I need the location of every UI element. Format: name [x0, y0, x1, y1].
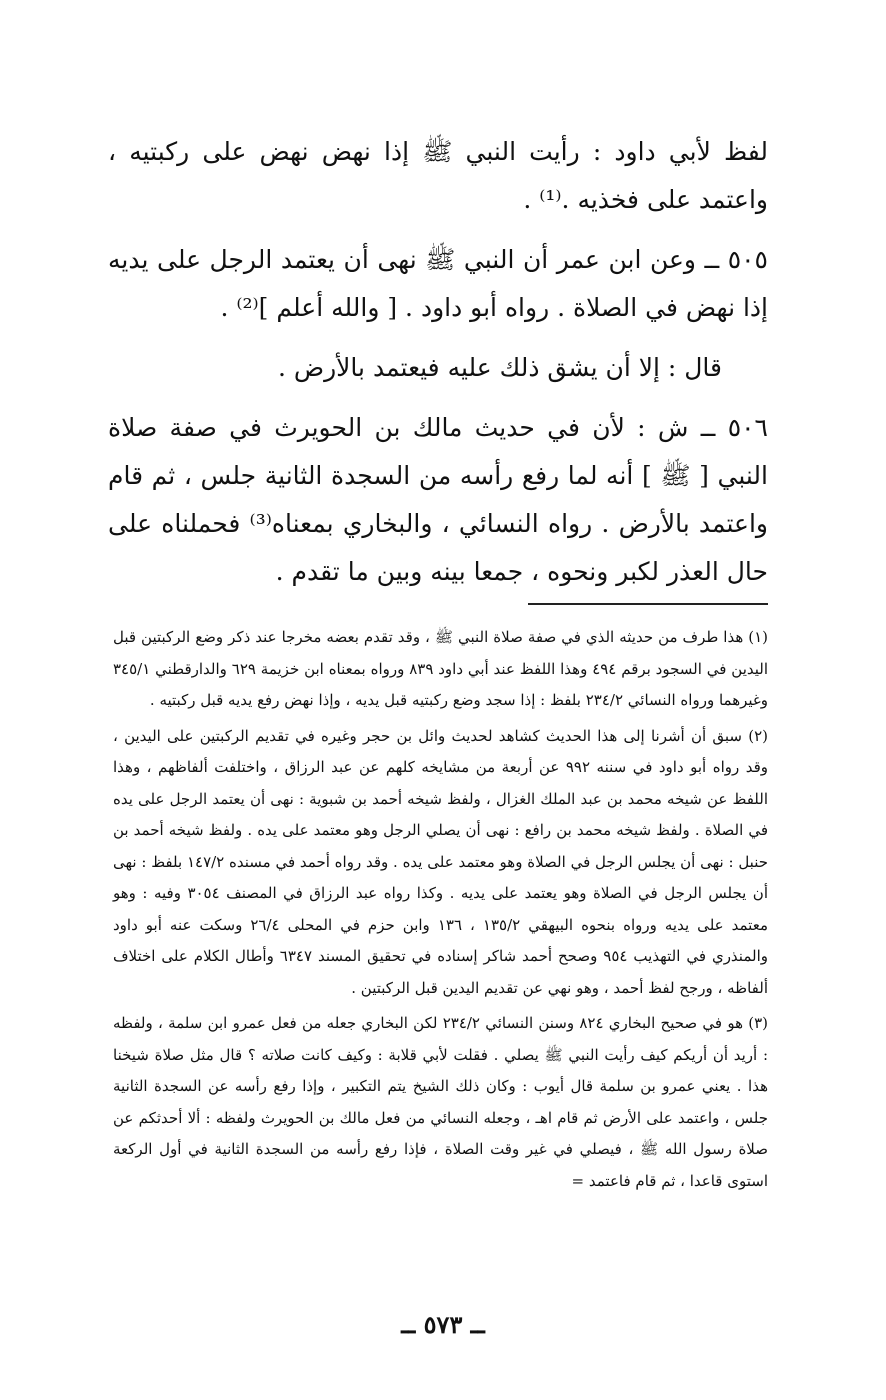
main-paragraph-1: لفظ لأبي داود : رأيت النبي ﷺ إذا نهض نهض على ركبتيه ، واعتمد على فخذيه .⁽¹⁾ . — [108, 137, 768, 214]
main-paragraph-506: ٥٠٦ ــ ش : لأن في حديث مالك بن الحويرث في صفة صلاة النبي [ ﷺ ] أنه لما رفع رأسه من السجدة الثانية جلس ، ثم قام واعتمد بالأرض . رواه النسائي ، والبخاري بمعناه⁽³⁾ فحملناه على حال العذر لكبر ونحوه ، جمعا بينه وبين ما تقدم . — [108, 413, 768, 586]
page-number: ــ ٥٧٣ ــ — [401, 1310, 485, 1339]
footnote-1: (١) هذا طرف من حديثه الذي في صفة صلاة النبي ﷺ ، وقد تقدم بعضه مخرجا عند ذكر وضع الركبتين قبل اليدين في السجود برقم ٤٩٤ وهذا اللفظ عند أبي داود ٨٣٩ ورواه بمعناه ابن خزيمة ٦٢٩ والدارقطني ٣٤٥/١ وغيرهما ورواه النسائي ٢٣٤/٢ بلفظ : إذا سجد وضع ركبتيه قبل يديه ، وإذا نهض رفع يديه قبل ركبتيه . — [113, 628, 769, 709]
main-text — [108, 128, 768, 608]
footnotes — [113, 622, 768, 1201]
main-paragraph-qal: قال : إلا أن يشق ذلك عليه فيعتمد بالأرض . — [277, 353, 722, 382]
footnote-separator — [528, 603, 768, 605]
main-paragraph-505: ٥٠٥ ــ وعن ابن عمر أن النبي ﷺ نهى أن يعتمد الرجل على يديه إذا نهض في الصلاة . رواه أبو داود . [ والله أعلم ]⁽²⁾ . — [108, 245, 768, 322]
footnote-2: (٢) سبق أن أشرنا إلى هذا الحديث كشاهد لحديث وائل بن حجر وغيره في تقديم الركبتين على اليدين ، وقد رواه أبو داود في سننه ٩٩٢ عن أربعة من مشايخه كلهم عن عبد الرزاق ، واختلفت ألفاظهم ، وهذا اللفظ عن شيخه محمد بن عبد الملك الغزال ، ولفظ شيخه أحمد بن شبوية : نهى أن يعتمد الرجل على يده في الصلاة . ولفظ شيخه محمد بن رافع : نهى أن يصلي الرجل وهو معتمد على يده . ولفظ شيخه أحمد بن حنبل : نهى أن يجلس الرجل في الصلاة وهو معتمد على يده . وقد رواه أحمد في مسنده ١٤٧/٢ بلفظ : نهى أن يجلس الرجل في الصلاة وهو يعتمد على يديه . وكذا رواه عبد الرزاق في المصنف ٣٠٥٤ وفيه : وهو معتمد على يديه ورواه بنحوه البيهقي ١٣٥/٢ ، ١٣٦ وابن حزم في المحلى ٢٦/٤ وسكت عنه أبو داود والمنذري في التهذيب ٩٥٤ وصحح أحمد شاكر إسناده في تحقيق المسند ٦٣٤٧ وأطال الكلام على اختلاف ألفاظه ، ورجح لفظ أحمد ، وهو نهي عن تقديم اليدين قبل الركبتين . — [113, 726, 769, 997]
footnote-3: (٣) هو في صحيح البخاري ٨٢٤ وسنن النسائي ٢٣٤/٢ لكن البخاري جعله من فعل عمرو ابن سلمة ، ولفظه : أريد أن أريكم كيف رأيت النبي ﷺ يصلي . فقلت لأبي قلابة : وكيف كانت صلاته ؟ قال مثل صلاة شيخنا هذا . يعني عمرو بن سلمة قال أيوب : وكان ذلك الشيخ يتم التكبير ، وإذا رفع رأسه عن السجدة الثانية جلس ، واعتمد على الأرض ثم قام اهـ ، وجعله النسائي من فعل مالك بن الحويرث ولفظه : ألا أحدثكم عن صلاة رسول الله ﷺ ، فيصلي في غير وقت الصلاة ، فإذا رفع رأسه من السجدة الثانية في أول الركعة استوى قاعدا ، ثم قام فاعتمد = — [113, 1014, 769, 1190]
